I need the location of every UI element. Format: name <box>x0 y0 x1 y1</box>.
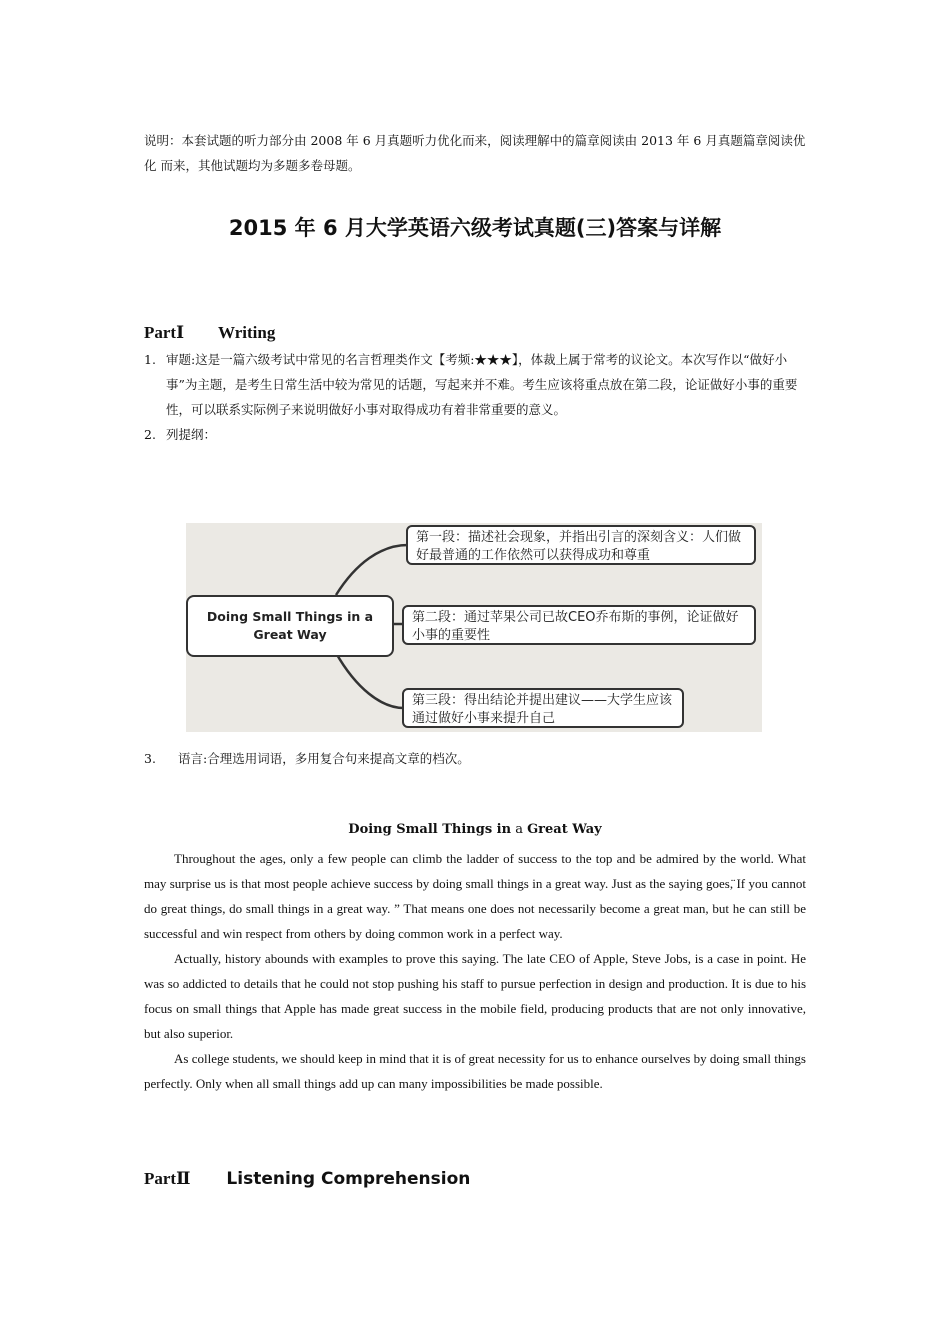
list-item-text: 语言:合理选用词语，多用复合句来提高文章的档次。 <box>178 751 470 766</box>
part-2-heading <box>144 1169 470 1189</box>
essay-title-part-3: Great Way <box>527 822 602 837</box>
exam-note: 说明：本套试题的听力部分由 2008 年 6 月真题听力优化而来，阅读理解中的篇章阅读由 2013 年 6 月真题篇章阅读优化 而来，其他试题均为多题多卷母题。 <box>144 133 806 173</box>
connector-line <box>336 653 404 708</box>
essay-title <box>144 822 806 837</box>
essay-title-part-1: Doing Small Things in <box>348 822 512 837</box>
part-1-name: Writing <box>218 323 276 342</box>
part-2-name: Listening Comprehension <box>226 1169 471 1189</box>
essay-body <box>144 846 806 1096</box>
mindmap-center-label: Doing Small Things in a Great Way <box>206 609 374 642</box>
page-title: 2015 年 6 月大学英语六级考试真题(三)答案与详解 <box>228 216 722 240</box>
essay-paragraph: Throughout the ages, only a few people can climb the ladder of success to the top and be admired by the world. What may surprise us is that most people achieve success by doing small things in a great way. Just as the saying goes,̈ If you cannot do great things, do small things in a great way. ” That means one does not necessarily become a great man, but he can still be successful and win respect from others by doing common work in a perfect way. <box>144 851 806 941</box>
mindmap-branch-1: 第一段：描述社会现象，并指出引言的深刻含义：人们做好最普通的工作依然可以获得成功和尊重 <box>406 525 756 565</box>
mindmap-branch-2: 第二段：通过苹果公司已故CEO乔布斯的事例，论证做好小事的重要性 <box>402 605 756 645</box>
part-1-label: PartⅠ <box>144 323 185 342</box>
essay-paragraph: As college students, we should keep in mind that it is of great necessity for us to enhance ourselves by doing small things perfectly. Only when all small things add up can many impossibilities be made possible. <box>144 1051 806 1091</box>
essay-title-part-2: a <box>511 822 528 837</box>
list-item-text: 审题:这是一篇六级考试中常见的名言哲理类作文【考频:★★★】，体裁上属于常考的议论文。本次写作以“做好小 事”为主题，是考生日常生活中较为常见的话题，写起来并不难。考生应该将重点放在第二段，论证做好小事的重要 性，可以联系实际例子来说明做好小事对取得成功有着非常重要的意义。 <box>166 352 798 417</box>
list-item-text: 列提纲： <box>166 427 217 442</box>
list-item-number: 1. <box>144 352 156 367</box>
essay-paragraph: Actually, history abounds with examples to prove this saying. The late CEO of Apple, Steve Jobs, is a case in point. He was so addicted to details that he could not stop pushing his staff to pursue perfection in design and production. It is due to his focus on small things that Apple has made great success in the mobile field, producing products that are not only innovative, but also superior. <box>144 951 806 1041</box>
list-item <box>144 422 806 447</box>
writing-guide-list-continued <box>144 746 806 771</box>
part-1-heading <box>144 323 275 343</box>
connector-line <box>336 545 408 595</box>
outline-mindmap <box>186 523 762 732</box>
list-item-number: 2. <box>144 427 156 442</box>
mindmap-center-node <box>186 595 394 657</box>
list-item <box>144 746 806 771</box>
list-item <box>144 347 806 422</box>
part-2-label: PartⅡ <box>144 1169 191 1188</box>
mindmap-branch-3: 第三段：得出结论并提出建议——大学生应该通过做好小事来提升自己 <box>402 688 684 728</box>
list-item-number: 3. <box>144 751 156 766</box>
writing-guide-list <box>144 347 806 447</box>
